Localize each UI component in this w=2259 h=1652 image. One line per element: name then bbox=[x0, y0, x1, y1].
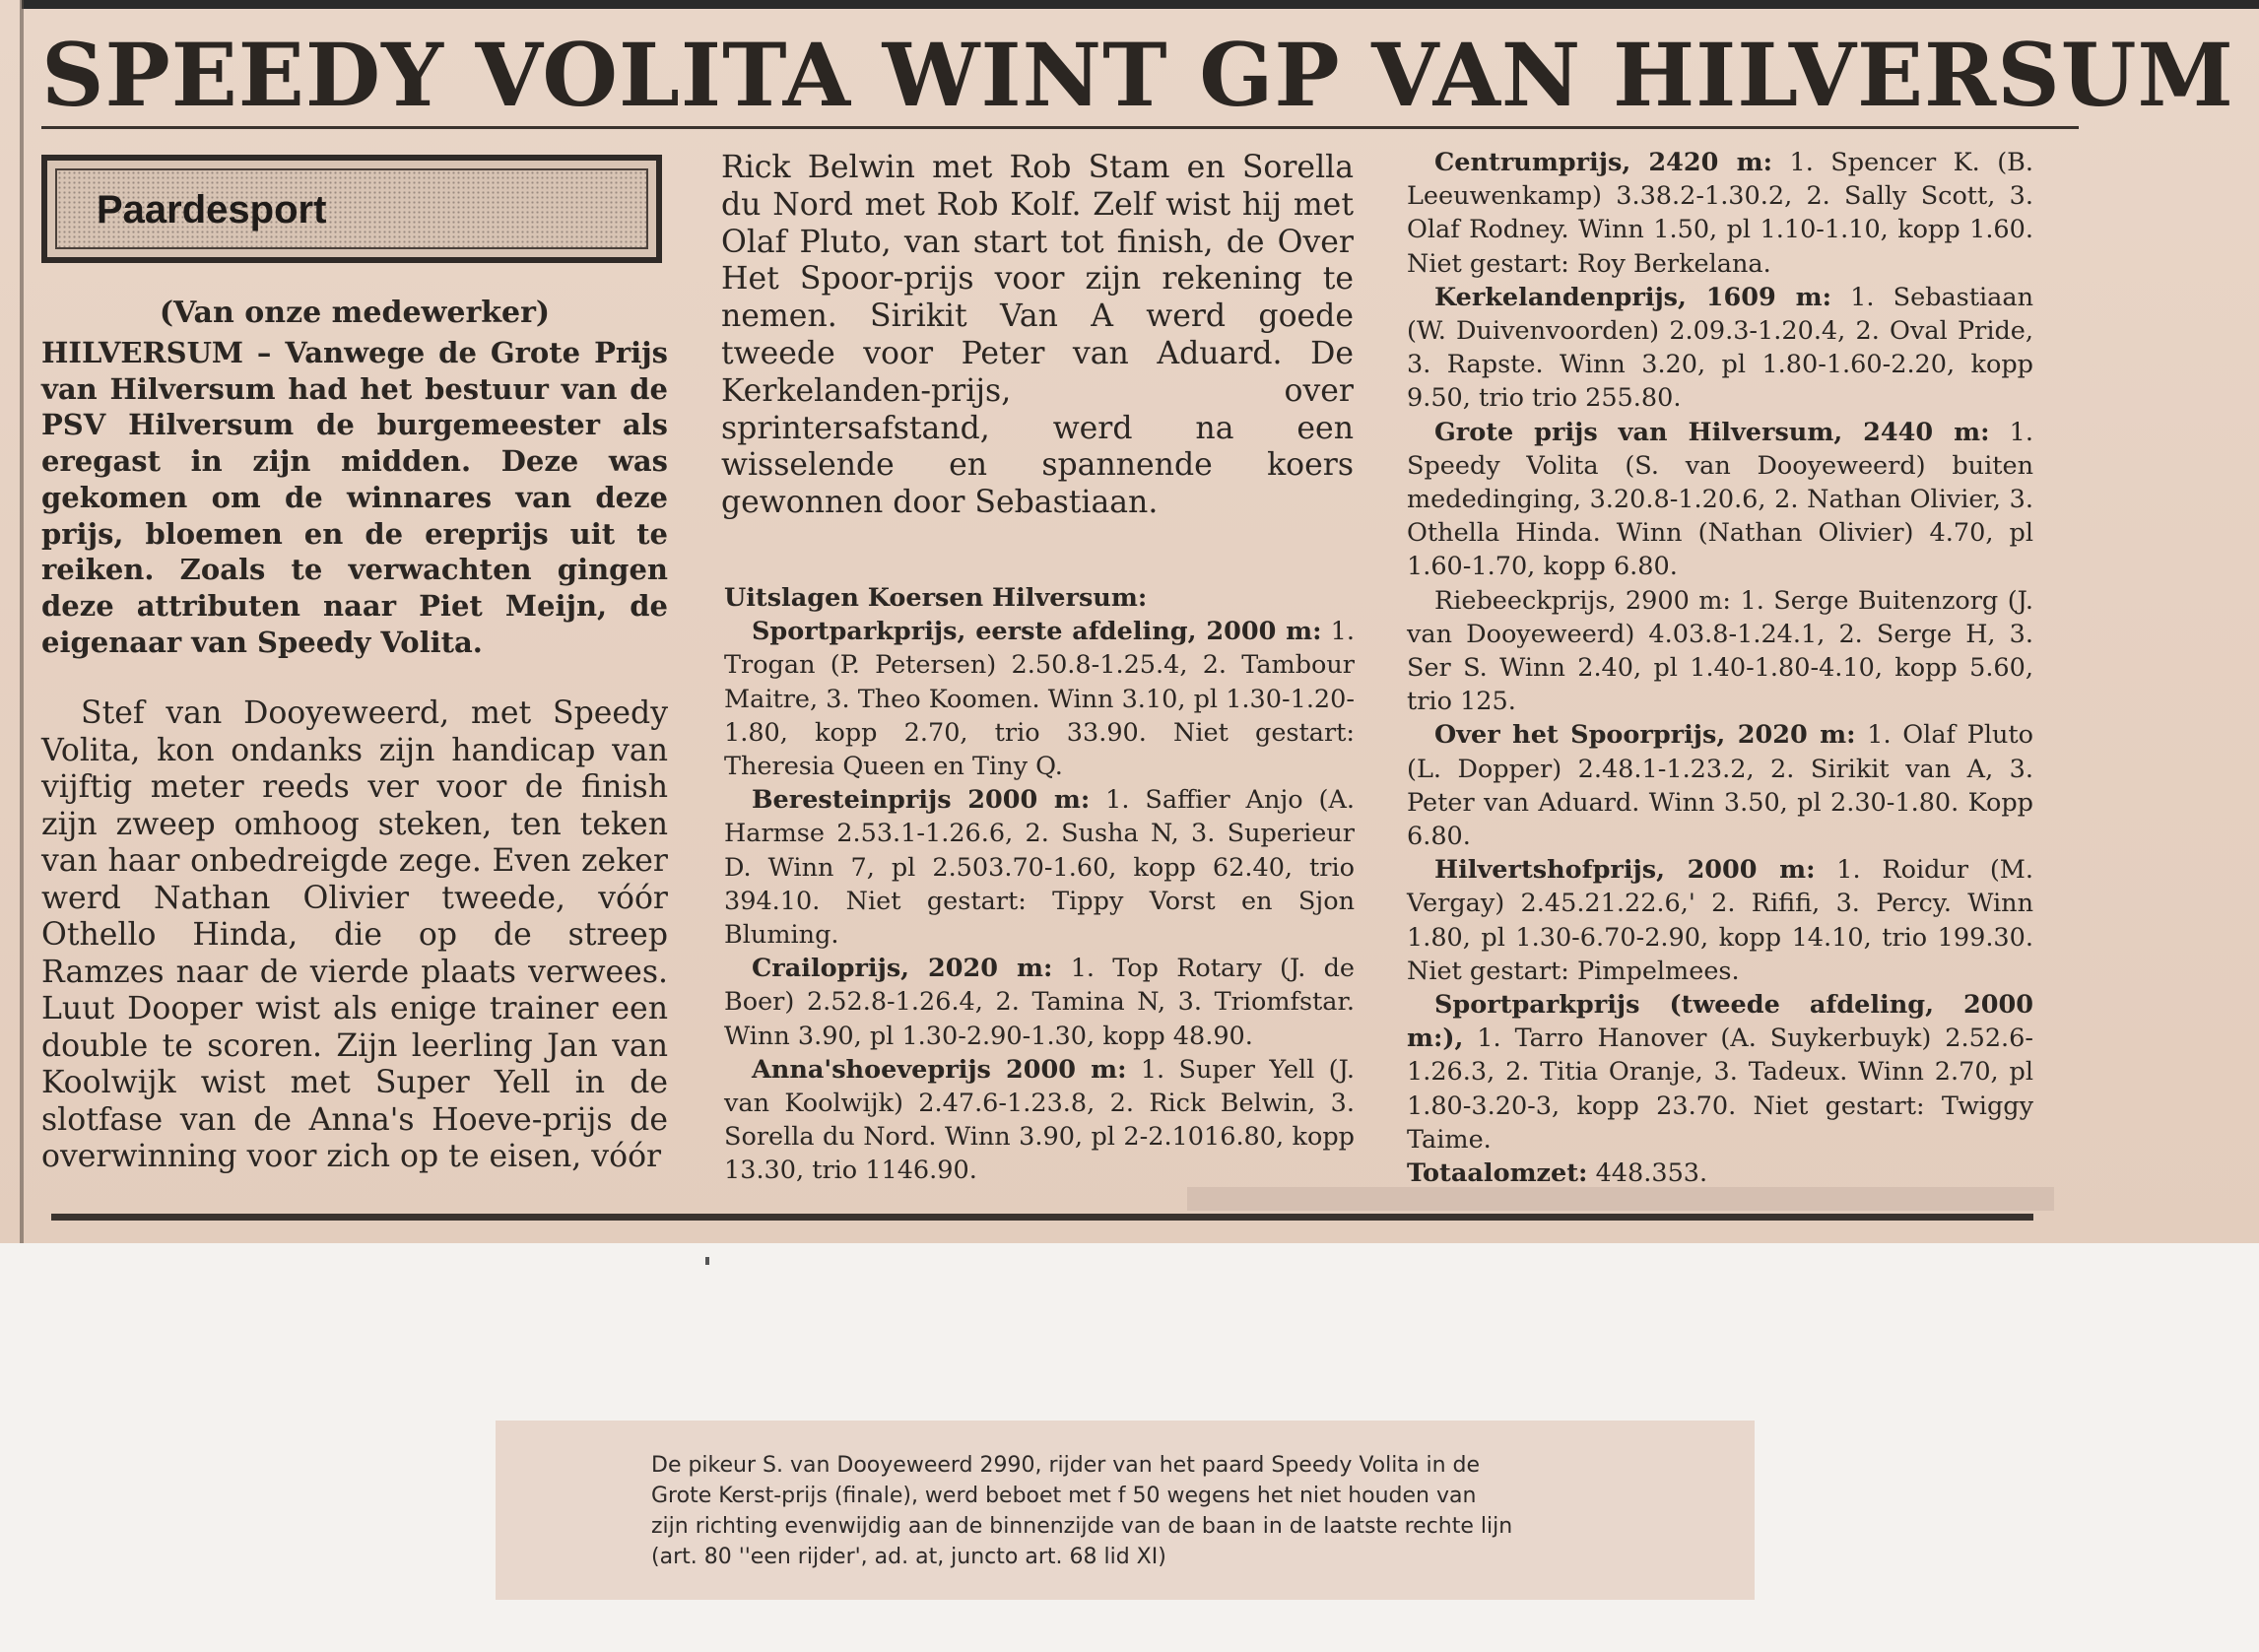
notice-line: zijn richting evenwijdig aan de binnenzijde van de baan in de laatste rechte lijn bbox=[651, 1514, 1513, 1539]
race-name: Grote prijs van Hilversum, 2440 m: bbox=[1434, 417, 1990, 447]
notice-line: De pikeur S. van Dooyeweerd 2990, rijder van het paard Speedy Volita in de bbox=[651, 1453, 1481, 1478]
race-name: Crailoprijs, 2020 m: bbox=[752, 954, 1053, 984]
race-result bbox=[1407, 584, 2033, 719]
race-details: 1. Super Yell (J. van Koolwijk) 2.47.6-1.23.8, 2. Rick Belwin, 3. Sorella du Nord. Winn 3.90, pl 2-2.1016.80, kopp 13.30, trio 1146.90. bbox=[724, 1054, 1355, 1186]
race-result bbox=[724, 1053, 1355, 1188]
race-result bbox=[1407, 853, 2033, 988]
race-details: 1. Trogan (P. Petersen) 2.50.8-1.25.4, 2. Tambour Maitre, 3. Theo Koomen. Winn 3.10, pl 1.30-1.20-1.80, kopp 2.70, trio 33.90. Niet gestart: Theresia Queen en Tiny Q. bbox=[724, 617, 1356, 782]
column-1 bbox=[41, 296, 668, 1176]
body-paragraph-1: Stef van Dooyeweerd, met Speedy Volita, kon ondanks zijn handicap van vijftig meter reeds ver voor de finish zijn zweep omhoog steken, ten teken van haar onbedreigde zege. Even zeker werd Nathan Olivier tweede, vóór Othello Hinda, die op de streep Ramzes naar de vierde plaats verwees. Luut Dooper wist als enige trainer een double te scoren. Zijn leerling Jan van Koolwijk wist met Super Yell in de slotfase van de Anna's Hoeve-prijs de overwinning voor zich op te eisen, vóór bbox=[41, 695, 668, 1175]
race-result bbox=[1407, 718, 2033, 853]
race-result bbox=[724, 783, 1355, 952]
race-result bbox=[724, 615, 1355, 783]
race-details: 1. Speedy Volita (S. van Dooyeweerd) buiten mededinging, 3.20.8-1.20.6, 2. Nathan Olivier, 3. Othella Hinda. Winn (Nathan Olivier) 4.70, pl 1.60-1.70, kopp 6.80. bbox=[1407, 417, 2033, 582]
left-edge bbox=[20, 0, 24, 1243]
race-details: 1. Sebastiaan (W. Duivenvoorden) 2.09.3-1.20.4, 2. Oval Pride, 3. Rapste. Winn 3.20, pl 1.80-1.60-2.20, kopp 9.50, trio trio 255.80. bbox=[1407, 282, 2033, 414]
lead-paragraph: HILVERSUM – Vanwege de Grote Prijs van Hilversum had het bestuur van de PSV Hilversum de burgemeester als eregast in zijn midden. Deze was gekomen om de winnares van deze prijs, bloemen en de ereprijs uit te reiken. Zoals te verwachten gingen deze attributen naar Piet Meijn, de eigenaar van Speedy Volita. bbox=[41, 336, 668, 659]
headline: SPEEDY VOLITA WINT GP VAN HILVERSUM bbox=[41, 24, 2234, 126]
notice-line: Grote Kerst-prijs (finale), werd beboet met f 50 wegens het niet houden van bbox=[651, 1484, 1477, 1508]
race-details: 1. Roidur (M. Vergay) 2.45.21.22.6,' 2. Rififi, 3. Percy. Winn 1.80, pl 1.30-6.70-2.90, kopp 14.10, trio 199.30. Niet gestart: Pimpelmees. bbox=[1407, 855, 2033, 986]
total-value: 448.353. bbox=[1587, 1158, 1708, 1189]
total-turnover bbox=[1407, 1156, 2033, 1190]
race-name: Over het Spoorprijs, 2020 m: bbox=[1434, 720, 1856, 751]
results-title: Uitslagen Koersen Hilversum: bbox=[724, 583, 1148, 613]
race-details: 1. Tarro Hanover (A. Suykerbuyk) 2.52.6-1.26.3, 2. Titia Oranje, 3. Tadeux. Winn 2.70, pl 1.80-3.20-3, kopp 23.70. Niet gestart: Twiggy Taime. bbox=[1407, 1024, 2033, 1155]
race-details: 1. Saffier Anjo (A. Harmse 2.53.1-1.26.6, 2. Susha N, 3. Superieur D. Winn 7, pl 2.503.70-1.60, kopp 62.40, trio 394.10. Niet gestart: Tippy Vorst en Sjon Bluming. bbox=[724, 785, 1356, 951]
race-name: Kerkelandenprijs, 1609 m: bbox=[1434, 282, 1832, 312]
top-rule bbox=[22, 0, 2259, 9]
bottom-rule bbox=[51, 1214, 2033, 1221]
section-kicker-label: Paardesport bbox=[55, 168, 648, 249]
race-result bbox=[724, 952, 1355, 1053]
race-name: Sportparkprijs, eerste afdeling, 2000 m: bbox=[752, 617, 1322, 647]
race-name: Hilvertshofprijs, 2000 m: bbox=[1434, 855, 1816, 886]
bleed-through-line bbox=[1187, 1187, 2054, 1211]
notice-line: (art. 80 ''een rijder', ad. at, juncto art. 68 lid XI) bbox=[651, 1545, 1166, 1569]
race-details: 1. Olaf Pluto (L. Dopper) 2.48.1-1.23.2, 2. Sirikit van A, 3. Peter van Aduard. Winn 3.50, pl 2.30-1.80. Kopp 6.80. bbox=[1407, 720, 2034, 852]
total-label: Totaalomzet: bbox=[1407, 1158, 1588, 1189]
byline: (Van onze medewerker) bbox=[159, 296, 551, 330]
race-name: Sportparkprijs (tweede afdeling, 2000 m:), bbox=[1407, 990, 2033, 1054]
fine-notice-clipping bbox=[496, 1421, 1755, 1600]
headline-rule bbox=[41, 126, 2079, 129]
race-name: Centrumprijs, 2420 m: bbox=[1434, 148, 1773, 177]
race-name: Anna'shoeveprijs 2000 m: bbox=[752, 1054, 1127, 1085]
race-details: 1. Top Rotary (J. de Boer) 2.52.8-1.26.4, 2. Tamina N, 3. Triomfstar. Winn 3.90, pl 1.30-2.90-1.30, kopp 48.90. bbox=[724, 954, 1356, 1051]
race-result bbox=[1407, 416, 2033, 584]
race-result bbox=[1407, 281, 2033, 416]
margin-mark bbox=[705, 1257, 709, 1265]
race-result bbox=[1407, 988, 2033, 1156]
column-2-text bbox=[721, 150, 1354, 522]
race-details: Riebeeckprijs, 2900 m: 1. Serge Buitenzorg (J. van Dooyeweerd) 4.03.8-1.24.1, 2. Serge H, 3. Ser S. Winn 2.40, pl 1.40-1.80-4.10, kopp 5.60, trio 125. bbox=[1407, 585, 2033, 717]
body-paragraph-2: Rick Belwin met Rob Stam en Sorella du Nord met Rob Kolf. Zelf wist hij met Olaf Pluto, van start tot finish, de Over Het Spoor-prijs voor zijn rekening te nemen. Sirikit Van A werd goede tweede voor Peter van Aduard. De Kerkelanden-prijs, over sprintersafstand, werd na een wisselende en spannende koers gewonnen door Sebastiaan. bbox=[721, 150, 1354, 521]
race-name: Beresteinprijs 2000 m: bbox=[752, 785, 1091, 816]
section-kicker bbox=[41, 155, 662, 263]
results-column-3 bbox=[1407, 146, 2033, 1190]
race-result bbox=[1407, 146, 2033, 281]
results-column-2 bbox=[724, 581, 1355, 1188]
race-details: 1. Spencer K. (B. Leeuwenkamp) 3.38.2-1.30.2, 2. Sally Scott, 3. Olaf Rodney. Winn 1.50, pl 1.10-1.10, kopp 1.60. Niet gestart: Roy Berkelana. bbox=[1407, 148, 2033, 279]
